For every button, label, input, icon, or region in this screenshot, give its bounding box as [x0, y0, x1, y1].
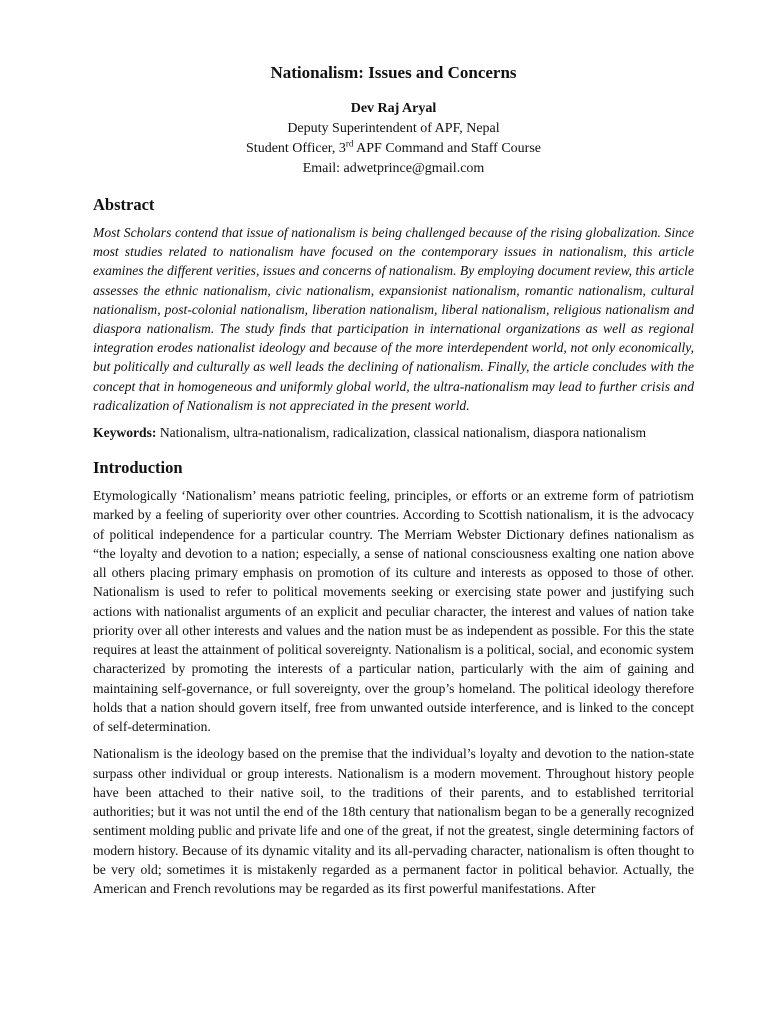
keywords-text: Nationalism, ultra-nationalism, radicalization, classical nationalism, diaspora nationalism: [156, 425, 647, 441]
introduction-paragraph-2: Nationalism is the ideology based on the premise that the individual’s loyalty and devotion to the nation-state surpass other individual or group interests. Nationalism is a modern movement. Throughout history people have been attached to their native soil, to the traditions of their parents, and to established territorial authorities; but it was not until the end of the 18th century that nationalism began to be a generally recognized sentiment molding public and private life and one of the great, if not the greatest, single determining factors of modern history. Because of its dynamic vitality and its all-pervading character, nationalism is often thought to be very old; sometimes it is mistakenly regarded as a permanent factor in political behavior. Actually, the American and French revolutions may be regarded as its first powerful manifestations. After: [93, 746, 694, 897]
author-name: Dev Raj Aryal: [350, 101, 437, 116]
author-course-prefix: Student Officer, 3: [246, 141, 346, 156]
author-course-ordinal: rd: [345, 138, 354, 149]
abstract-heading: Abstract: [93, 195, 155, 214]
introduction-paragraph-1: Etymologically ‘Nationalism’ means patriotic feeling, principles, or efforts or an extreme form of patriotism marked by a feeling of superiority over other countries. According to Scottish nationalism, it is the advocacy of political independence for a particular country. The Merriam Webster Dictionary defines nationalism as “the loyalty and devotion to a nation; especially, a sense of national consciousness exalting one nation above all others placing primary emphasis on promotion of its culture and interests as opposed to those of other. Nationalism is used to refer to political movements seeking or exercising state power and justifying such actions with nationalist arguments of an explicit and peculiar character, the interest and values of nation take priority over all other interests and values and the nation must be as independent as possible. For this the state requires at least the attainment of political sovereignty. Nationalism is a political, social, and economic system characterized by promoting the interests of a particular nation, particularly with the aim of gaining and maintaining self-governance, or full sovereignty, over the group’s homeland. The political ideology therefore holds that a nation should govern itself, free from unwanted outside interference, and is linked to the concept of self-determination.: [93, 488, 694, 735]
author-course-suffix: APF Command and Staff Course: [353, 141, 541, 156]
abstract-text: Most Scholars contend that issue of nationalism is being challenged because of the rising globalization. Since most studies related to nationalism have focused on the contemporary issues in nationalism, this article examines the different verities, issues and concerns of nationalism. By employing document review, this article assesses the ethnic nationalism, civic nationalism, expansionist nationalism, romantic nationalism, cultural nationalism, post-colonial nationalism, liberation nationalism, liberal nationalism, religious nationalism and diaspora nationalism. The study finds that participation in international organizations as well as regional integration erodes nationalist ideology and because of the more interdependent world, not only economically, but politically and culturally as well leads the declining of nationalism. Finally, the article concludes with the concept that in homogeneous and uniformly global world, the ultra-nationalism may lead to further crisis and radicalization of Nationalism is not appreciated in the present world.: [93, 225, 694, 413]
author-email: Email: adwetprince@gmail.com: [302, 161, 485, 176]
author-block: [93, 99, 694, 179]
keywords: [93, 423, 694, 442]
introduction-heading: Introduction: [93, 458, 183, 478]
paper-title: Nationalism: Issues and Concerns: [270, 63, 517, 82]
keywords-label: Keywords:: [93, 425, 157, 441]
author-position: Deputy Superintendent of APF, Nepal: [287, 121, 500, 136]
author-course: [93, 139, 694, 159]
